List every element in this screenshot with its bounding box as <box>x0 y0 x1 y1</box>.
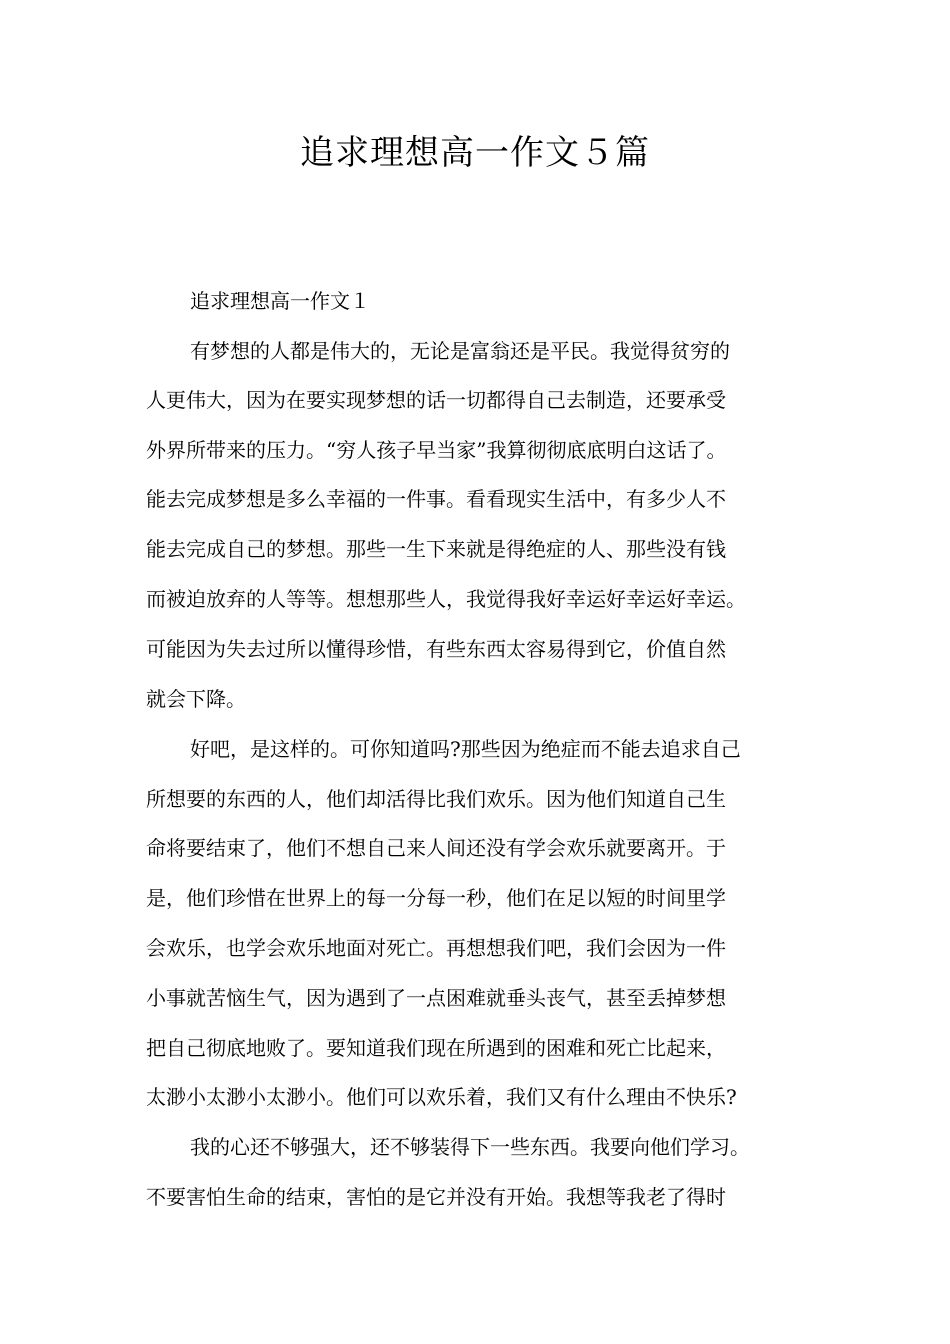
text-line-10: 所想要的东西的人，他们却活得比我们欢乐。因为他们知道自己生 <box>146 787 726 811</box>
text-line-8: 就会下降。 <box>146 687 246 711</box>
section-heading: 追求理想高一作文１ <box>190 289 370 313</box>
text-line-5: 能去完成自己的梦想。那些一生下来就是得绝症的人、那些没有钱 <box>146 537 726 561</box>
text-line-13: 会欢乐，也学会欢乐地面对死亡。再想想我们吧，我们会因为一件 <box>146 936 726 960</box>
text-line-7: 可能因为失去过所以懂得珍惜，有些东西太容易得到它，价值自然 <box>146 637 726 661</box>
text-line-3: 外界所带来的压力。“穷人孩子早当家”我算彻彻底底明白这话了。 <box>146 438 727 462</box>
text-line-17: 我的心还不够强大，还不够装得下一些东西。我要向他们学习。 <box>190 1135 750 1159</box>
text-line-2: 人更伟大，因为在要实现梦想的话一切都得自己去制造，还要承受 <box>146 388 726 412</box>
text-line-14: 小事就苦恼生气，因为遇到了一点困难就垂头丧气，甚至丢掉梦想 <box>146 986 726 1010</box>
text-line-15: 把自己彻底地败了。要知道我们现在所遇到的困难和死亡比起来， <box>146 1036 726 1060</box>
text-line-1: 有梦想的人都是伟大的，无论是富翁还是平民。我觉得贫穷的 <box>190 339 730 363</box>
text-line-11: 命将要结束了，他们不想自己来人间还没有学会欢乐就要离开。于 <box>146 836 726 860</box>
document-title: 追求理想高一作文５篇 <box>300 133 650 173</box>
text-line-16: 太渺小太渺小太渺小。他们可以欢乐着，我们又有什么理由不快乐? <box>146 1085 737 1109</box>
text-line-18: 不要害怕生命的结束，害怕的是它并没有开始。我想等我老了得时 <box>146 1185 726 1209</box>
text-line-6: 而被迫放弃的人等等。想想那些人，我觉得我好幸运好幸运好幸运。 <box>146 587 746 611</box>
text-line-9: 好吧，是这样的。可你知道吗?那些因为绝症而不能去追求自己 <box>190 737 741 761</box>
text-line-12: 是，他们珍惜在世界上的每一分每一秒，他们在足以短的时间里学 <box>146 886 726 910</box>
text-line-4: 能去完成梦想是多么幸福的一件事。看看现实生活中，有多少人不 <box>146 487 726 511</box>
